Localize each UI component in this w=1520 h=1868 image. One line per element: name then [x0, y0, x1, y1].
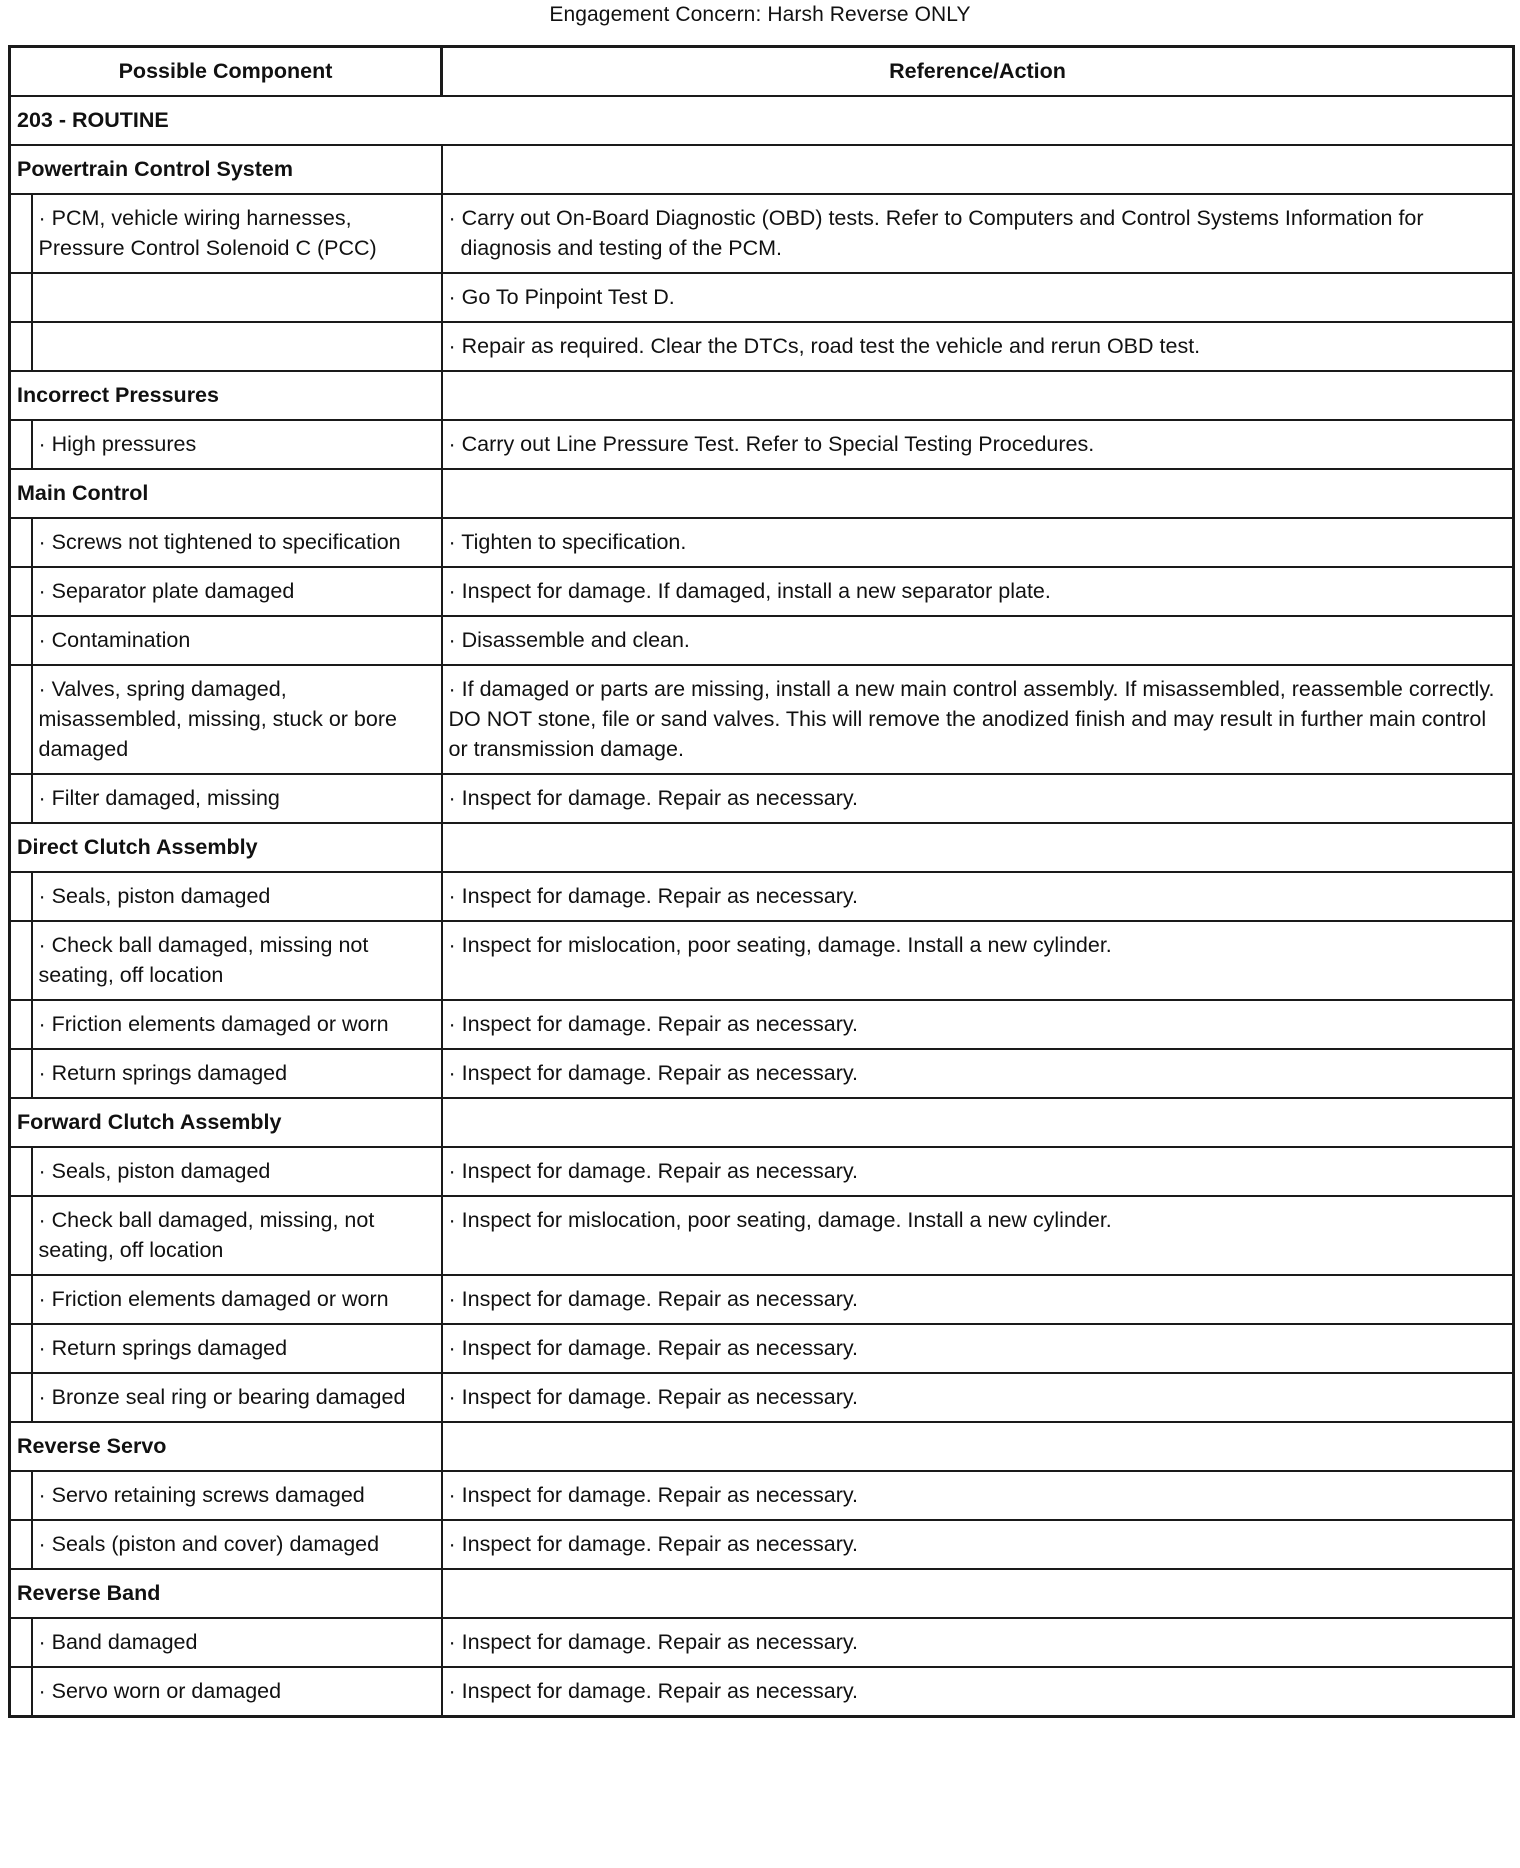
table-row	[10, 194, 1514, 273]
section-row	[10, 469, 1514, 518]
component-cell: · Servo retaining screws damaged	[32, 1471, 442, 1520]
action-cell: · Tighten to specification.	[442, 518, 1514, 567]
component-cell	[32, 322, 442, 371]
indent-cell	[10, 1520, 32, 1569]
indent-cell	[10, 273, 32, 322]
action-cell: · Carry out On-Board Diagnostic (OBD) tests. Refer to Computers and Control Systems Information for diagnosis and testing of the PCM.	[442, 194, 1514, 273]
page-title: Engagement Concern: Harsh Reverse ONLY	[549, 3, 971, 26]
component-cell: · Check ball damaged, missing not seating, off location	[32, 921, 442, 1000]
section-title: Forward Clutch Assembly	[10, 1098, 442, 1147]
action-cell: · Inspect for damage. Repair as necessary.	[442, 1324, 1514, 1373]
table-row	[10, 1275, 1514, 1324]
table-row	[10, 616, 1514, 665]
component-cell: · Return springs damaged	[32, 1049, 442, 1098]
section-title: Powertrain Control System	[10, 145, 442, 194]
component-cell: · Filter damaged, missing	[32, 774, 442, 823]
group-row	[10, 96, 1514, 145]
component-cell: · Contamination	[32, 616, 442, 665]
action-cell: · Inspect for mislocation, poor seating, damage. Install a new cylinder.	[442, 1196, 1514, 1275]
table-row	[10, 921, 1514, 1000]
indent-cell	[10, 1618, 32, 1667]
section-row	[10, 145, 1514, 194]
table-row	[10, 518, 1514, 567]
indent-cell	[10, 1000, 32, 1049]
table-row	[10, 1618, 1514, 1667]
component-cell: · Band damaged	[32, 1618, 442, 1667]
section-title: Reverse Band	[10, 1569, 442, 1618]
action-cell: · Inspect for mislocation, poor seating, damage. Install a new cylinder.	[442, 921, 1514, 1000]
group-title: 203 - ROUTINE	[10, 96, 1514, 145]
indent-cell	[10, 322, 32, 371]
action-cell: · Disassemble and clean.	[442, 616, 1514, 665]
indent-cell	[10, 616, 32, 665]
action-cell: · Inspect for damage. Repair as necessary.	[442, 872, 1514, 921]
table-row	[10, 1049, 1514, 1098]
indent-cell	[10, 1667, 32, 1717]
indent-cell	[10, 921, 32, 1000]
action-cell: · Repair as required. Clear the DTCs, road test the vehicle and rerun OBD test.	[442, 322, 1514, 371]
section-row	[10, 823, 1514, 872]
component-cell: · Seals (piston and cover) damaged	[32, 1520, 442, 1569]
table-row	[10, 1196, 1514, 1275]
section-row	[10, 1098, 1514, 1147]
section-action-empty	[442, 1422, 1514, 1471]
indent-cell	[10, 567, 32, 616]
indent-cell	[10, 1196, 32, 1275]
action-cell: · Inspect for damage. Repair as necessary.	[442, 1000, 1514, 1049]
indent-cell	[10, 1373, 32, 1422]
indent-cell	[10, 1275, 32, 1324]
section-title: Direct Clutch Assembly	[10, 823, 442, 872]
section-action-empty	[442, 1098, 1514, 1147]
action-cell: · Carry out Line Pressure Test. Refer to Special Testing Procedures.	[442, 420, 1514, 469]
table-row	[10, 1667, 1514, 1717]
action-cell: · Go To Pinpoint Test D.	[442, 273, 1514, 322]
component-cell: · Separator plate damaged	[32, 567, 442, 616]
table-row	[10, 1471, 1514, 1520]
action-cell: · Inspect for damage. Repair as necessary.	[442, 1618, 1514, 1667]
indent-cell	[10, 1147, 32, 1196]
component-cell: · Check ball damaged, missing, not seating, off location	[32, 1196, 442, 1275]
column-header-action: Reference/Action	[442, 47, 1514, 97]
table-row	[10, 1000, 1514, 1049]
component-cell: · High pressures	[32, 420, 442, 469]
component-cell	[32, 273, 442, 322]
action-cell: · Inspect for damage. Repair as necessary.	[442, 774, 1514, 823]
section-action-empty	[442, 823, 1514, 872]
header-row	[10, 47, 1514, 97]
table-row	[10, 273, 1514, 322]
indent-cell	[10, 194, 32, 273]
component-cell: · Friction elements damaged or worn	[32, 1275, 442, 1324]
section-action-empty	[442, 469, 1514, 518]
action-cell: · Inspect for damage. Repair as necessary.	[442, 1520, 1514, 1569]
indent-cell	[10, 872, 32, 921]
action-cell: · Inspect for damage. Repair as necessary.	[442, 1275, 1514, 1324]
section-action-empty	[442, 145, 1514, 194]
component-cell: · PCM, vehicle wiring harnesses, Pressure Control Solenoid C (PCC)	[32, 194, 442, 273]
component-cell: · Screws not tightened to specification	[32, 518, 442, 567]
indent-cell	[10, 420, 32, 469]
table-row	[10, 1520, 1514, 1569]
table-row	[10, 1324, 1514, 1373]
indent-cell	[10, 1471, 32, 1520]
section-row	[10, 1569, 1514, 1618]
section-row	[10, 371, 1514, 420]
table-row	[10, 774, 1514, 823]
indent-cell	[10, 518, 32, 567]
column-header-component: Possible Component	[10, 47, 442, 97]
indent-cell	[10, 1049, 32, 1098]
component-cell: · Servo worn or damaged	[32, 1667, 442, 1717]
table-row	[10, 322, 1514, 371]
component-cell: · Friction elements damaged or worn	[32, 1000, 442, 1049]
table-row	[10, 872, 1514, 921]
section-title: Incorrect Pressures	[10, 371, 442, 420]
component-cell: · Seals, piston damaged	[32, 872, 442, 921]
indent-cell	[10, 774, 32, 823]
section-row	[10, 1422, 1514, 1471]
table-row	[10, 665, 1514, 774]
section-action-empty	[442, 371, 1514, 420]
diagnosis-table	[8, 45, 1515, 1718]
component-cell: · Return springs damaged	[32, 1324, 442, 1373]
component-cell: · Bronze seal ring or bearing damaged	[32, 1373, 442, 1422]
component-cell: · Valves, spring damaged, misassembled, missing, stuck or bore damaged	[32, 665, 442, 774]
indent-cell	[10, 665, 32, 774]
action-cell: · Inspect for damage. Repair as necessary.	[442, 1147, 1514, 1196]
action-cell: · Inspect for damage. If damaged, install a new separator plate.	[442, 567, 1514, 616]
section-title: Reverse Servo	[10, 1422, 442, 1471]
action-cell: · Inspect for damage. Repair as necessary.	[442, 1667, 1514, 1717]
table-row	[10, 420, 1514, 469]
section-title: Main Control	[10, 469, 442, 518]
section-action-empty	[442, 1569, 1514, 1618]
component-cell: · Seals, piston damaged	[32, 1147, 442, 1196]
action-cell: · Inspect for damage. Repair as necessary.	[442, 1373, 1514, 1422]
indent-cell	[10, 1324, 32, 1373]
table-row	[10, 567, 1514, 616]
action-cell: · Inspect for damage. Repair as necessary.	[442, 1471, 1514, 1520]
action-cell: · Inspect for damage. Repair as necessary.	[442, 1049, 1514, 1098]
action-cell: · If damaged or parts are missing, install a new main control assembly. If misassembled, reassemble correctly. DO NOT stone, file or sand valves. This will remove the anodized finish and may result in further main control or transmission damage.	[442, 665, 1514, 774]
table-row	[10, 1373, 1514, 1422]
table-row	[10, 1147, 1514, 1196]
